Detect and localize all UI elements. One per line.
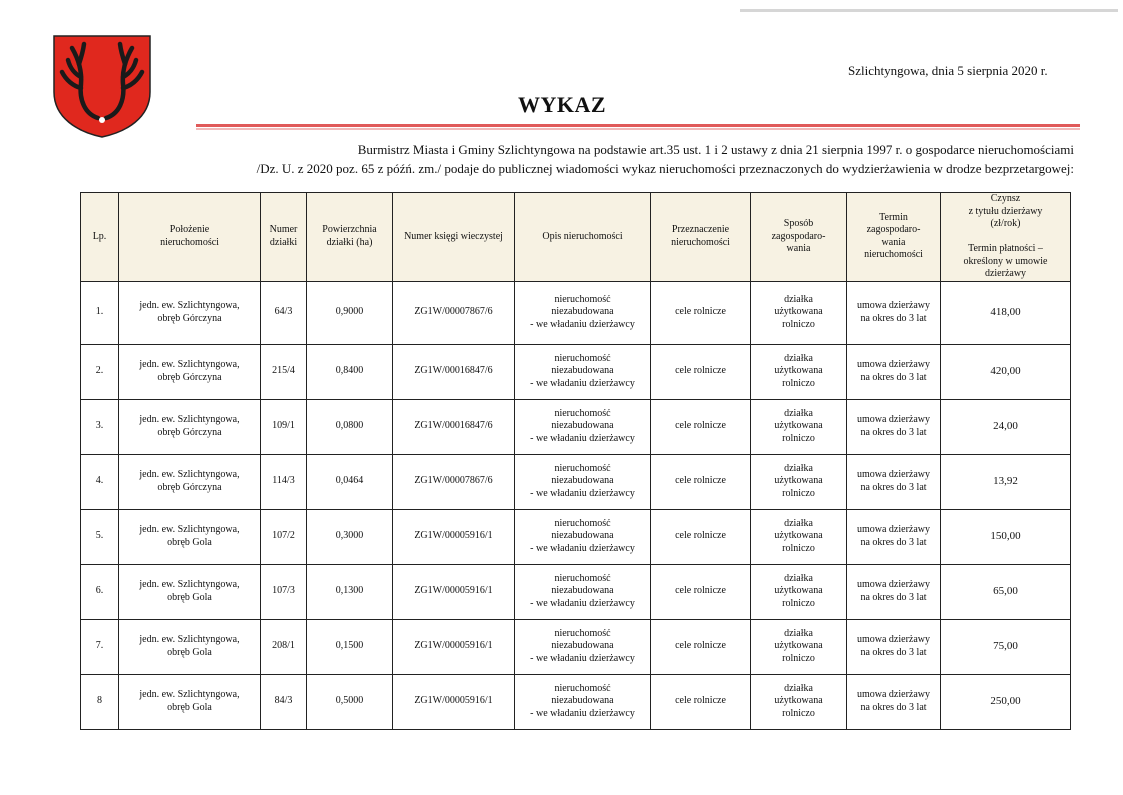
cell-term: umowa dzierżawy na okres do 3 lat	[847, 281, 941, 344]
col-header-rent: Czynsz z tytułu dzierżawy (zł/rok) Termin płatności – określony w umowie dzierżawy	[941, 193, 1071, 282]
cell-lp: 6.	[81, 564, 119, 619]
table-row	[81, 399, 1071, 454]
scan-edge-shadow	[740, 9, 1118, 12]
cell-term: umowa dzierżawy na okres do 3 lat	[847, 454, 941, 509]
cell-lp: 8	[81, 674, 119, 729]
cell-term: umowa dzierżawy na okres do 3 lat	[847, 564, 941, 619]
property-table	[80, 192, 1071, 730]
cell-area: 0,3000	[307, 509, 393, 564]
cell-location: jedn. ew. Szlichtyngowa, obręb Gola	[119, 509, 261, 564]
cell-term: umowa dzierżawy na okres do 3 lat	[847, 399, 941, 454]
cell-lp: 7.	[81, 619, 119, 674]
cell-parcel: 109/1	[261, 399, 307, 454]
document-date: Szlichtyngowa, dnia 5 sierpnia 2020 r.	[848, 63, 1048, 78]
cell-usage: działka użytkowana rolniczo	[751, 564, 847, 619]
table-row	[81, 509, 1071, 564]
col-header-lp: Lp.	[81, 193, 119, 282]
intro-paragraph	[130, 140, 1074, 178]
cell-purpose: cele rolnicze	[651, 564, 751, 619]
cell-purpose: cele rolnicze	[651, 509, 751, 564]
cell-lp: 3.	[81, 399, 119, 454]
intro-line: Burmistrz Miasta i Gminy Szlichtyngowa na podstawie art.35 ust. 1 i 2 ustawy z dnia 21 sierpnia 1997 r. o gospodarce nieruchomościami	[357, 142, 1074, 157]
cell-land-register: ZG1W/00005916/1	[393, 674, 515, 729]
cell-description: nieruchomość niezabudowana - we władaniu dzierżawcy	[515, 619, 651, 674]
cell-rent: 250,00	[941, 674, 1071, 729]
cell-usage: działka użytkowana rolniczo	[751, 344, 847, 399]
col-header-location: Położenie nieruchomości	[119, 193, 261, 282]
cell-land-register: ZG1W/00007867/6	[393, 281, 515, 344]
cell-purpose: cele rolnicze	[651, 454, 751, 509]
cell-usage: działka użytkowana rolniczo	[751, 509, 847, 564]
table-row	[81, 564, 1071, 619]
cell-rent: 13,92	[941, 454, 1071, 509]
cell-purpose: cele rolnicze	[651, 344, 751, 399]
cell-purpose: cele rolnicze	[651, 399, 751, 454]
cell-area: 0,8400	[307, 344, 393, 399]
cell-rent: 418,00	[941, 281, 1071, 344]
col-header-purpose: Przeznaczenie nieruchomości	[651, 193, 751, 282]
cell-area: 0,1300	[307, 564, 393, 619]
cell-term: umowa dzierżawy na okres do 3 lat	[847, 344, 941, 399]
cell-lp: 5.	[81, 509, 119, 564]
cell-parcel: 84/3	[261, 674, 307, 729]
cell-location: jedn. ew. Szlichtyngowa, obręb Górczyna	[119, 344, 261, 399]
cell-description: nieruchomość niezabudowana - we władaniu dzierżawcy	[515, 674, 651, 729]
cell-lp: 2.	[81, 344, 119, 399]
cell-term: umowa dzierżawy na okres do 3 lat	[847, 509, 941, 564]
cell-location: jedn. ew. Szlichtyngowa, obręb Gola	[119, 674, 261, 729]
cell-purpose: cele rolnicze	[651, 674, 751, 729]
cell-location: jedn. ew. Szlichtyngowa, obręb Gola	[119, 564, 261, 619]
cell-area: 0,1500	[307, 619, 393, 674]
table-row	[81, 344, 1071, 399]
cell-land-register: ZG1W/00005916/1	[393, 619, 515, 674]
cell-parcel: 208/1	[261, 619, 307, 674]
cell-parcel: 215/4	[261, 344, 307, 399]
cell-description: nieruchomość niezabudowana - we władaniu dzierżawcy	[515, 399, 651, 454]
cell-area: 0,0800	[307, 399, 393, 454]
table-row	[81, 281, 1071, 344]
cell-land-register: ZG1W/00007867/6	[393, 454, 515, 509]
cell-rent: 24,00	[941, 399, 1071, 454]
cell-lp: 4.	[81, 454, 119, 509]
col-header-parcel: Numer działki	[261, 193, 307, 282]
cell-parcel: 64/3	[261, 281, 307, 344]
title-divider	[196, 124, 1080, 127]
col-header-description: Opis nieruchomości	[515, 193, 651, 282]
table-row	[81, 454, 1071, 509]
cell-purpose: cele rolnicze	[651, 619, 751, 674]
cell-location: jedn. ew. Szlichtyngowa, obręb Górczyna	[119, 281, 261, 344]
cell-term: umowa dzierżawy na okres do 3 lat	[847, 674, 941, 729]
document-title: WYKAZ	[517, 92, 607, 117]
cell-description: nieruchomość niezabudowana - we władaniu dzierżawcy	[515, 281, 651, 344]
cell-rent: 65,00	[941, 564, 1071, 619]
cell-rent: 75,00	[941, 619, 1071, 674]
cell-term: umowa dzierżawy na okres do 3 lat	[847, 619, 941, 674]
cell-usage: działka użytkowana rolniczo	[751, 399, 847, 454]
coat-of-arms-icon	[52, 34, 152, 138]
col-header-area: Powierzchnia działki (ha)	[307, 193, 393, 282]
cell-lp: 1.	[81, 281, 119, 344]
cell-description: nieruchomość niezabudowana - we władaniu dzierżawcy	[515, 564, 651, 619]
cell-location: jedn. ew. Szlichtyngowa, obręb Gola	[119, 619, 261, 674]
cell-area: 0,0464	[307, 454, 393, 509]
cell-description: nieruchomość niezabudowana - we władaniu dzierżawcy	[515, 454, 651, 509]
intro-line: /Dz. U. z 2020 poz. 65 z późń. zm./ podaje do publicznej wiadomości wykaz nieruchomości przeznaczonych do wydzierżawienia w drodze bezprzetargowej:	[256, 161, 1074, 176]
cell-parcel: 114/3	[261, 454, 307, 509]
cell-land-register: ZG1W/00005916/1	[393, 509, 515, 564]
table-header-row	[81, 193, 1071, 282]
cell-usage: działka użytkowana rolniczo	[751, 619, 847, 674]
cell-location: jedn. ew. Szlichtyngowa, obręb Górczyna	[119, 454, 261, 509]
col-header-usage: Sposób zagospodaro- wania	[751, 193, 847, 282]
cell-area: 0,9000	[307, 281, 393, 344]
cell-purpose: cele rolnicze	[651, 281, 751, 344]
table-row	[81, 674, 1071, 729]
cell-rent: 150,00	[941, 509, 1071, 564]
cell-rent: 420,00	[941, 344, 1071, 399]
cell-description: nieruchomość niezabudowana - we władaniu dzierżawcy	[515, 344, 651, 399]
cell-parcel: 107/2	[261, 509, 307, 564]
table-row	[81, 619, 1071, 674]
cell-description: nieruchomość niezabudowana - we władaniu dzierżawcy	[515, 509, 651, 564]
cell-usage: działka użytkowana rolniczo	[751, 281, 847, 344]
cell-usage: działka użytkowana rolniczo	[751, 674, 847, 729]
cell-location: jedn. ew. Szlichtyngowa, obręb Górczyna	[119, 399, 261, 454]
title-divider-shadow	[196, 128, 1080, 130]
cell-land-register: ZG1W/00016847/6	[393, 399, 515, 454]
cell-area: 0,5000	[307, 674, 393, 729]
cell-land-register: ZG1W/00005916/1	[393, 564, 515, 619]
cell-usage: działka użytkowana rolniczo	[751, 454, 847, 509]
cell-parcel: 107/3	[261, 564, 307, 619]
cell-land-register: ZG1W/00016847/6	[393, 344, 515, 399]
col-header-land-register: Numer księgi wieczystej	[393, 193, 515, 282]
col-header-term: Termin zagospodaro- wania nieruchomości	[847, 193, 941, 282]
